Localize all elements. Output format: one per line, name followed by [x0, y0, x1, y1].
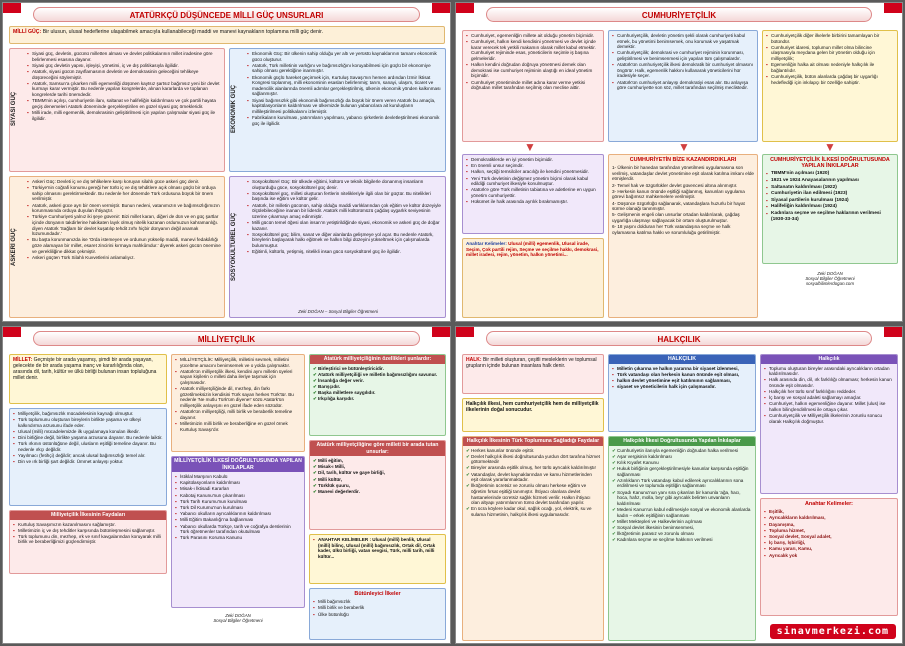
list-item: ▪ Cumhuriyetçilik ve Milliyetçilik ilkelerinin zorunlu sonucu olarak Halkçılık doğmuştur. [764, 413, 894, 424]
list-item: ▪ Atatürk, Samsun'a çıkarken milli egemenliği düşünen kaytsız şartsız bağımsız yeni bir devlet kurmayı karar vermiştir. Bu nedenle yapılan kongrelerde, alınan kararlarda ve toplanan kongrelerde tarihi önemdedir. [27, 81, 221, 98]
list-item: ▪ ANAHTAR KELİMELER : Ulusal (milli) benlik, Ulusal (milli) bilinç, Ulusal (milli) bağımsızlık, Ortak dil, Ortak kader, ülkü birliği, vatan sevgisi, Türk, milli tarih, milli kültür... [313, 537, 442, 559]
list-item: ▪ Yabancı okulların ayrıcalıklarının kaldırılması [175, 511, 301, 517]
halkcilik-inkilaplar-box [608, 436, 756, 641]
list-item: ▪ Atatürk milliyetçiliğinde dil, mezhep, din farkı gözetilmeksizin kendisini Türk sayan herkes Türk'tür. Bu nedenle 'Ne mutlu Türk'üm diyene!' sözü Atatürk'ün milliyetçilik anlayışını en güzel ifade eden sözüdür. [175, 386, 301, 408]
millet-label: MİLLET: [13, 357, 33, 363]
list-item: ✔ Birleştirici ve bütünleştiricidir. [313, 366, 442, 372]
list-item: ▪ Fabrikaların kurulması, yatırımların yapılması, yabancı şirketlerin devletleştirilmesi ekonomik güç ile ilgilidir. [247, 115, 442, 126]
list-item: 4- Düşünce özgürlüğü sağlanarak, vatandaşlara huzurlu bir hayat sürme olanağı tanınmıştır. [612, 200, 745, 212]
list-item: ▪ Cumhuriyet, halkın egemenliğine dayanır. Millet (ulus) ise halkın bilinçlendirilmesi ile ortaya çıkar. [764, 401, 894, 412]
arrow-down-icon: ▼ [524, 140, 536, 154]
list-item: ▪ Atatürk, askeri güce ayrı bir önem vermiştir. Bunun nedeni, vatanımızın ve bağımsızlığımızın korunmasında orduya duyulan ihtiyaçtır. [27, 203, 221, 214]
page-title: MİLLİYETÇİLİK [33, 331, 420, 346]
signature-name: Zeki DOĞAN [225, 613, 251, 618]
inkilaplar-title: CUMHURİYETÇİLİK İLKESİ DOĞRULTUSUNDA YAPILAN İNKILAPLAR [770, 157, 890, 170]
anahtar-kelimeler-list [313, 537, 442, 559]
list-item: ▪ Milletimizin iç ve dış tehditler karşısında bütünleşmesini sağlamıştır. [13, 528, 163, 534]
list-item: ✔ Kadınlara seçme ve seçilme hakkının verilmesi [612, 537, 752, 543]
list-item: ✔ Dil, tarih, kültür ve gaye birliği, [313, 470, 442, 476]
ilkeler-baglanti-list [766, 33, 894, 85]
list-item: ▪ Milli irade, milli egemenlik, demokrasinin gelişitirilmesi için yapılan çalışmalar siyasi güç ile ilgilidir. [27, 110, 221, 121]
watermark-badge: sinavmerkezi.com [770, 624, 896, 639]
list-item: ▪ Ulusal (milli) mücadelemizde ilk uygulamaya konulan ilkedir. [13, 429, 163, 435]
signature [774, 271, 886, 287]
kazanimlar-box [608, 154, 758, 318]
arrow-down-icon: ▼ [824, 140, 836, 154]
list-item: ✔ Türklük şuuru, [313, 483, 442, 489]
butunleyici-title: Bütünleyici İlkeler [354, 591, 401, 597]
milliyetcilik-inkilaplar-box [171, 456, 305, 608]
page-title: HALKÇILIK [486, 331, 872, 346]
list-item: ▪ Siyasi güç, devletin, gücünü milletten alması ve devlet politikalarının millet iradesine göre belirlenmesi esasına dayanır. [27, 51, 221, 62]
list-item: ▪ Yayılmacı (fetihçi) değildir; ancak ulusal bağımsızlığı temel alır. [13, 453, 163, 459]
list-item: ✔ Irkçılığa karşıdır. [313, 396, 442, 402]
list-item: ▪ Milletin çıkarına ve halkın yararına bir siyaset izlenmesi, [612, 366, 752, 372]
siyasi-guc-box [9, 48, 225, 172]
list-item: 5- Gelişmenin engeli olan unsurlar ortadan kaldırılarak, çağdaş uygarlığa ulaşmayı sağlayacak bir ortam oluşturulmuştur. [612, 212, 740, 223]
cumhuriyet-definition-box [462, 30, 604, 142]
milliyetcilik-ozellik-list [13, 411, 163, 465]
list-item: ▪ Atatürk, bir milletin gücünün, sahip olduğu maddi varlıklarından çok eğitim ve kültür düzeyiyle ölçülebileceğine inanan bir liderdir. Atatürk milli kültürümüzü çağdaş uygarlık seviyesinin üzerine çıkarmayı amaç edinmiştir. [247, 203, 442, 220]
halkcilik-tanim-list [612, 366, 752, 390]
cumhuriyetcilik-definition-list [612, 33, 754, 91]
list-item: ✔ Medeni Kanun'un kabul edilmesiyle sosyal ve ekonomik alanlarda kadın – erkek eşitliğinin sağlanması [612, 507, 752, 518]
sosyokulturel-guc-box [229, 176, 446, 318]
list-item: ▪ Türk ırkının üstünlüğüne değil, ulusların eşitliği temeline dayanır. Bu nedenle ırkçı değildir. [13, 441, 163, 452]
list-item: ▪ TBMM'nin açılması (1920) [766, 171, 894, 177]
halkcilik-ozellik-box [760, 354, 898, 494]
list-item: ▪ Türk vatandaşı olan herkesin kanun önünde eşit olması, [612, 372, 752, 378]
corner-bar-left [456, 3, 474, 13]
list-item: ▪ Siyasi güç devletin yapısı, işleyişi, yönetimi, iç ve dış politikasıyla ilgilidir. [27, 63, 221, 69]
page-title: CUMHURİYETÇİLİK [486, 7, 872, 22]
list-item: ▪ Askeri Güç: Devleti iç ve dış tehlikelere karşı koruyan silahlı güce askeri güç denir. [27, 179, 221, 185]
milliyetcilik-tanim-box [171, 354, 305, 452]
inkilaplar-list [766, 171, 894, 223]
list-item: ✔ İlköğretimin ücretsiz ve zorunlu olması herkese eğitim ve öğretim fırsat eşitliği tanımıştır. İhtiyacı olanlara devlet hastanelerinde ücretsiz sağlık hizmeti verilir. Halkın ihtiyacı olan altyapı yatırımlarının tümü devlet tarafından yapılır. [466, 483, 600, 505]
list-item: ▪ Bu başta korunmanızda ise 'Orda istemeyen ve ordunun yükselip maddi, manevi fedakârlığı göze alamayan bir millet, esaret zincirini kırmaya mahkûmdur.' diyerek askeri gücün önemine ve gerekliliğine dikkat çekmiştir. [27, 237, 221, 254]
list-item: ▪ İç barış, İşbirliği, [764, 540, 894, 546]
halkcilik-anahtar-list [764, 509, 894, 558]
list-item: ✔ Başka milletlere saygılıdır. [313, 390, 442, 396]
signature-site: sosyalbilimlerdogan.com [805, 281, 855, 287]
kazanimlar-list [612, 165, 754, 235]
list-item: ▪ Türk toplumunu oluşturan bireylerin birlikte yaşama ve ülkeyi kalkındırma arzusunu ifade eder. [13, 417, 163, 428]
list-item: ▪ Eşitlik, [764, 509, 894, 515]
corner-bar-right [432, 3, 450, 13]
milliyetcilik-inkilaplar-list [175, 474, 301, 541]
siyasi-guc-list [27, 51, 221, 121]
list-item: ▪ Milliyetçilik, bağımsızlık mücadelesinin kaynağı olmuştur. [13, 411, 163, 417]
bir-arada-tutan-box [309, 440, 446, 530]
list-item: ▪ Egemenliğin halka ait olması nedeniyle halkçılık ile bağlantılıdır. [766, 62, 894, 73]
ekonomik-guc-label: EKONOMİK GÜÇ [231, 85, 237, 133]
list-item: ✔ En ücra köylere kadar okul, sağlık ocağı, yol, elektrik, su ve sulama hizmetinin, halkçılık ilkesi uygulamasıdır. [466, 506, 600, 517]
list-item: ▪ Milli birlik ve beraberlik [313, 605, 442, 611]
list-item: ✔ Atatürk milliyetçiliği ve milletin bağımsızlığını savunur. [313, 372, 442, 378]
ekonomik-guc-list [247, 51, 442, 126]
list-item: 6- 18 yaşını dolduran her Türk vatandaşına seçme ve halk oylamasına katılma hakkı ve sorumluluğu getirilmiştir. [612, 224, 731, 235]
halk-definition-box [462, 354, 604, 394]
askeri-guc-box [9, 176, 225, 318]
list-item: ▪ Siyasal partilerin kurulması (1924) [766, 198, 894, 204]
corner-bar-right [432, 327, 450, 337]
list-item: 2- Temel hak ve özgürlükler devlet güvencesi altına alınmıştır. [612, 182, 738, 188]
halkcilik-inkilaplar-title: Halkçılık İlkesi Doğrultusunda Yapılan İnkılaplar [609, 437, 755, 446]
list-item: ▪ Cumhuriyet, egemenliğin millete ait olduğu yönetim biçimidir. [466, 33, 600, 39]
faydalar-box [9, 510, 167, 574]
page-halkcilik [455, 326, 903, 644]
list-item: ▪ Milletimizin milli birlik ve beraberliğine en güzel örnek Kurtuluş Savaşı'dır. [175, 421, 301, 432]
list-item: 1- Ülkenin bir hanedan tarafından yönetilmesi uygulamasına son verilmiş, vatandaşlar devlet yönetimine eşit olarak katılma imkanı elde etmişlerdir. [612, 165, 754, 182]
list-item: ▪ Sosyokültürel güç, milleti oluşturan fertlerin nitelikleriyle ilgili olan bir güçtür. Bu nitelikleri başında ise eğitim ve kültür gelir. [247, 191, 442, 202]
cumhuriyet-ozellikler-box [462, 154, 604, 234]
sosyokulturel-guc-label: SOSYOKÜLTÜREL GÜÇ [231, 212, 237, 282]
faydalar-title: Milliyetçilik İlkesinin Faydaları [10, 511, 166, 520]
list-item: ✔ Sosyal devlet ilkesinin benimsenmesi, [612, 525, 752, 531]
list-item: ▪ Misak-ı İktisadi Kararları [175, 486, 301, 492]
signature [183, 613, 293, 623]
arrow-down-icon: ▼ [678, 140, 690, 154]
list-item: ▪ Yabancı okullarda Türkçe, tarih ve coğrafya derslerinin Türk öğretmenler tarafından okutulması [175, 524, 301, 535]
list-item: ▪ Siyasi bağımsızlık gibi ekonomik bağımsızlığı da büyük bir önem veren Atatürk bu amaçla, kapitülasyonların kaldırılması ve ülkemizde bulunan yabancılara ait kuruluşların millileştirilmesi politikalarını izlemiştir. [247, 98, 442, 115]
list-item: ▪ Eğitimli, kültürlü, yetişmiş, nitelikli insan gücü sosyokültürel güç ile ilgilidir. [247, 249, 442, 255]
halkcilik-tanim-box [608, 354, 756, 432]
list-item: ▪ Atatürk'ün milliyetçiliği, milli birlik ve beraberlik temeline dayanır. [175, 409, 301, 420]
ozellikleri-title: Atatürk milliyetçiliğinin özellikleri şunlardır: [310, 355, 445, 364]
list-item: ✔ Manevi değerlerdir. [313, 489, 442, 495]
list-item: ▪ siyaset ve yöneticilerin halk için çalışmasıdır. [612, 384, 752, 390]
list-item: ✔ Kılık Kıyafet Kanunu [612, 460, 752, 466]
signature: Zeki DOĞAN – Sosyal Bilgiler Öğretmeni [298, 309, 378, 314]
corner-bar-right [884, 3, 902, 13]
list-item: ▪ Ayrıcalıkların kaldırılması, [764, 515, 894, 521]
list-item: ✔ Vatandaşlar, devlet kaynaklarından ve kamu hizmetlerinden eşit olarak yararlanmaktadır. [466, 472, 600, 483]
anahtar-kelimeler-box [309, 534, 446, 584]
list-item: ▪ Atatürk'ün milliyetçilik ilkesi, kendini aynı milletin üyeleri sayan kişilerin o milleti daha ileriye taşımak için çalışmasıdır. [175, 369, 301, 386]
list-item: ▪ Milli Eğitim Bakanlığı'na bağlanması [175, 517, 301, 523]
milliyetcilik-inkilaplar-title: MİLLİYETÇİLİK İLKESİ DOĞRULTUSUNDA YAPILAN İNKILAPLAR [172, 457, 304, 472]
list-item: ▪ Cumhuriyetçilik; demokrasi ve cumhuriyet rejiminin korunması, geliştirilmesi ve benimsenmesi için yapılan tüm çalışmalardır. [612, 50, 754, 61]
definition-label: MİLLİ GÜÇ: [13, 29, 42, 35]
list-item: ✔ Soyadı Kanunu'nun yanı sıra çıkarılan bir kanunla 'ağa, hacı, hoca, hafız, molla, bey' gibi ayrıcalık belirten unvanların kaldırılması [612, 490, 752, 507]
milliyetcilik-ozellikleri-box [309, 354, 446, 436]
ozellikleri-list [313, 366, 442, 403]
list-item: ▪ Saltanatın kaldırılması (1922) [766, 185, 894, 191]
list-item: ▪ Ekonomik Güç: Bir ülkenin sahip olduğu yer altı ve yerüstü kaynaklarının tamamı ekonomik gücü oluşturur. [247, 51, 442, 62]
askeri-guc-label: ASKERİ GÜÇ [11, 228, 17, 266]
list-item: ▪ Kapitülasyonların kaldırılması [175, 480, 301, 486]
page-milli-guc [2, 2, 451, 322]
list-item: ▪ Atatürk, siyasi gücün zayıflamasının devletin ve demokrasinin geleceğini tehlikeye düşüreceğini söylemiştir. [27, 69, 221, 80]
cumhuriyetcilik-definition-box [608, 30, 758, 142]
butunleyici-list [313, 599, 442, 617]
halkcilik-ozellik-title: Halkçılık [761, 355, 897, 364]
cumhuriyet-definition-list [466, 33, 600, 91]
list-item: ▪ İç barışı ve sosyal adaleti sağlamayı amaçlar. [764, 395, 894, 401]
faydalar-list [13, 522, 163, 546]
keywords-text: Ulusal (milli) egemenlik, Ulusal irade, Seçim, Çok partili rejim, Seçme ve seçilme hakkı, demokrasi, millet iradesi, rejim, yönetim, halkın yönetimi... [466, 241, 599, 258]
millet-text: Geçmişte bir arada yaşamış, şimdi bir arada yaşayan, gelecekte de bir arada yaşama inanç ve kararlılığında olan, arasında dil, tarih, kültür ve ülkü birliği bulunan insan topluluğuna millet denir. [13, 357, 157, 381]
page-cumhuriyetcilik [455, 2, 903, 322]
definition-text: Bir ulusun, ulusal hedeflerine ulaşabilmek amacıyla kullanabileceği maddi ve manevi kaynakların toplamına milli güç denir. [42, 29, 323, 35]
list-item: ▪ Ayrıcalık yok [764, 553, 894, 559]
corner-bar-right [884, 327, 902, 337]
halkcilik-sonuc-box [462, 398, 604, 432]
bir-arada-tutan-title: Atatürk milliyetçiliğine göre milleti bir arada tutan unsurlar: [310, 441, 445, 456]
list-item: ▪ Yeni Türk devletinin değişmez yönetim biçimi olarak kabul edildiği cumhuriyet ilkesiyle konulmuştur. [466, 176, 600, 187]
list-item: ✔ Barışçıdır. [313, 384, 442, 390]
halkcilik-faydalar-box [462, 436, 604, 641]
signature-role: Sosyal Bilgiler Öğretmeni [213, 618, 263, 624]
list-item: ✔ Hukuk birliğinin gerçekleştirilmesiyle kanunlar karşısında eşitliğin sağlanması [612, 466, 752, 477]
list-item: ✔ İnsanlığa değer verir. [313, 378, 442, 384]
list-item: ▪ Kurtuluş Savaşımızın kazanılmasını sağlamıştır. [13, 522, 163, 528]
ekonomik-guc-box [229, 48, 446, 172]
list-item: ▪ Ekonomik güçlü hareket geçirmek için, Kurtuluş Savaşı'nın hemen ardından İzmir İktisat Kongresi toplanmış, milli ekonominin esasları belirlenmiş; tarım, sanayi, ulaşım, ticaret ve madencilik alanlarında önemli adımlar gerçekleştirilmiş, ülkenin ekonomik yönden kalkınması sağlanmıştır. [247, 75, 442, 97]
halkcilik-faydalar-list [466, 448, 600, 518]
list-item: ▪ Atatürk'ün cumhuriyet anlayışı demokratiyi esas alır. Bu anlayışa göre cumhuriyette son söz, millet tarafından seçilmiş meclistedir. [612, 80, 754, 91]
list-item: ▪ Türk toplumunu din, mezhep, ırk ve sınıf kavgalarından koruyarak milli birlik ve beraberliğimizi güçlendirmiştir. [13, 534, 163, 545]
list-item: ▪ Sosyokültürel Güç: Bir ülkede eğitimi, kültürü ve teknik bilgilerle donanmış insanların oluşturduğu güce, sosyokültürel güç denir. [247, 179, 442, 190]
list-item: ▪ Cumhuriyetin ilan edilmesi (1923) [766, 191, 894, 197]
list-item: ▪ Cumhuriyet yönetiminde millet adına karar verme yetkisi doğrudan millet tarafından seçilmiş olan meclise aittir. [466, 80, 600, 91]
list-item: ▪ Türk Tarih Kurumu'nun kurulması [175, 499, 301, 505]
page-milliyetcilik [2, 326, 451, 644]
list-item: ▪ 1921 ve 1924 Anayasalarının yapılması [766, 178, 894, 184]
list-item: ▪ Türk Parasını Koruma Kanunu [175, 535, 301, 541]
milliyetcilik-ozellik-box [9, 408, 167, 506]
list-item: ▪ Kabotaj Kanunu'nun çıkarılması [175, 493, 301, 499]
list-item: ▪ Ülke bütünlüğü [313, 612, 442, 618]
siyasi-guc-label: SİYASİ GÜÇ [11, 91, 17, 127]
halkcilik-ozellik-list [764, 366, 894, 425]
list-item: ▪ Halkın, seçtiği temsilciler aracılığı ile kendini yönetmesidir. [466, 169, 600, 175]
list-item: ▪ Atatürk'ün cumhuriyetçilik ilkesi demokratik bir cumhuriyet olmasını öngörür. Halk, egemenlik hakkını kullanarak yöneticilerini hür iradesiyle seçer. [612, 62, 754, 79]
list-item: ✔ Bireyler arasında eşitlik olmuş, her türlü ayrıcalık kaldırılmıştır [466, 465, 600, 471]
millet-definition-box [9, 354, 167, 404]
list-item: ▪ Halk arasında din, dil, ırk farklılığı olmaması; herkesin kanun önünde eşit olmasıdır. [764, 377, 894, 388]
list-item: ✔ Aşar vergisinin kaldırılması [612, 454, 752, 460]
list-item: ▪ MİLLİYETÇİLİK: Milliyetçilik, milletini sevmek, milletini yüceltme amacını benimsemek ve o yolda çalışmaktır. [175, 357, 301, 368]
butunleyici-ilkeler-box [309, 588, 446, 640]
halkcilik-anahtar-title: Anahtar Kelimeler: [805, 501, 853, 507]
list-item: ▪ Türkiye'nin coğrafi konumu gereği her türlü iç ve dış tehditlere açık olması güçlü bir orduya sahip olmasını gerektirmektedir. Bu nedenle her dönemde Türk ordusuna büyük bir önem verilmiştir. [27, 185, 221, 202]
list-item: ▪ Türk Dil Kurumu'nun kurulması [175, 505, 301, 511]
page-title: ATATÜRKÇÜ DÜŞÜNCEDE MİLLİ GÜÇ UNSURLARI [33, 7, 420, 22]
list-item: 3- Herkesin kanun önünde eşitliği sağlanmış, kanunları uygulama görevi bağımsız mahkemelere verilmiştir. [612, 188, 745, 200]
list-item: ▪ Türkiye Cumhuriyeti yalnız iki şeye güvenir: Bizi millet kararı, diğeri de dün ve en güç şartlar içinde dünyanın takdirlerine hakikaten layık olmuş nitelik kazanan ordumuzun kahramanlığı. diyen Atatürk 'Sağlam bir devlet kuşatılıp tehdit zırhı hiçbir dünyanın değil anamak lüzumundadır.' [27, 214, 221, 236]
halk-text: Bir milleti oluşturan, çeşitli mesleklerin ve toplumsal grupların içinde bulunan insanlara halk denir. [466, 357, 597, 369]
list-item: ▪ Milli gücün temel öğesi olan insan'ın yetiştirildiğinde siyasi, ekonomik ve askeri güç de doğar kazanır. [247, 220, 442, 231]
cumhuriyet-ozellikler-list [466, 157, 600, 205]
halk-label: HALK: [466, 357, 482, 363]
milli-guc-definition [9, 26, 445, 44]
list-item: ▪ Halkçılık her türlü sınıf farklılığını reddeder. [764, 389, 894, 395]
list-item: ▪ Atatürk, Türk milletinin varlığını ve bağımsızlığını koruyabilmesi için güçlü bir ekonomiye sahip olması gerektiğine inanmıştır. [247, 63, 442, 74]
kazanimlar-title: CUMHURİYETİN BİZE KAZANDIRDIKLARI [629, 157, 737, 163]
list-item: ▪ Toplumu oluşturan bireyler arasındaki ayrıcalıkların ortadan kaldırılmasıdır. [764, 366, 894, 377]
list-item: ▪ Halifeliğin kaldırılması (1924) [766, 204, 894, 210]
keywords-label: Anahtar Kelimeler: [466, 241, 507, 246]
corner-bar-left [3, 327, 21, 337]
list-item: ▪ Halkın kendini doğrudan doğruya yönetmesi demek olan demokrasi ise cumhuriyet rejiminin ulaştığı en ideal yönetim biçimidir. [466, 62, 600, 79]
list-item: ▪ Kamu yararı, Kamu, [764, 546, 894, 552]
list-item: ✔ Milli kültür, [313, 477, 442, 483]
list-item: ▪ Dini birliğine değil, birlikte yaşama arzusuna dayanır. Bu nedenle laiktir. [13, 435, 163, 441]
halkcilik-faydalar-title: Halkçılık İlkesinin Türk Toplumuna Sağladığı Faydalar [463, 437, 603, 446]
bir-arada-tutan-list [313, 458, 442, 495]
list-item: ✔ İlköğretimin parasız ve zorunlu olması [612, 531, 752, 537]
list-item: ▪ Cumhuriyet, halkın kendi kendisini yönetmesi ve devlet içinde karar verecek tek yetkili makamın olarak millet kabul etmektir. Cumhuriyet rejiminde esas, yöneticilerin seçimle iş başına gelmeleridir. [466, 39, 600, 61]
corner-bar-left [456, 327, 474, 337]
ilkeler-baglanti-box [762, 30, 898, 142]
list-item: ▪ Kadınlara seçme ve seçilme haklarının verilmesi (1930-33-34) [766, 211, 894, 223]
list-item: ✔ Misak-ı Milli, [313, 464, 442, 470]
list-item: ▪ Milli bağımsızlık [313, 599, 442, 605]
list-item: ▪ İstiklal Marşının Kabulü [175, 474, 301, 480]
list-item: ✔ Herkes kanunlar önünde eşittir. [466, 448, 600, 454]
list-item: ▪ Hükümet ile halk arasında ayrılık bırakmamıştır. [466, 199, 600, 205]
signature-name: Zeki DOĞAN [817, 271, 843, 276]
halkcilik-inkilaplar-list [612, 448, 752, 543]
sosyokulturel-guc-list [247, 179, 442, 255]
signature-role: Sosyal Bilgiler Öğretmeni [805, 276, 855, 282]
halkcilik-anahtar-box [760, 498, 898, 616]
list-item: ▪ Askeri güçten Türk Silahlı Kuvvetlerini anlamalıyız. [27, 255, 221, 261]
inkilaplar-box [762, 154, 898, 264]
corner-bar-left [3, 3, 21, 13]
list-item: ▪ Cumhuriyetçilik diğer ilkelerle birbirini tamamlayan bir bütündür. [766, 33, 894, 44]
list-item: ✔ Cumhuriyetin ilanıyla egemenliğin doğrudan halka verilmesi [612, 448, 752, 454]
list-item: ▪ Sosyokültürel güç; bilim, sanat ve diğer alanlarda gelişmeye yol açar. Bu nedenle Atatürk, bireylerin başlayarak halkı eğitmek ve halkın bilgi düzeyini yükseltmek için çalışmalarda bulunmuştur. [247, 232, 442, 249]
milliyetcilik-tanim-list [175, 357, 301, 432]
list-item: ✔ Devlet halkçılık ilkesi doğrultusunda yurdun dört tarafına hizmet götürmektedir [466, 454, 600, 465]
list-item: ▪ TBMM'nin açılışı, cumhuriyetin ilanı, saltanat ve halifeliğin kaldırılması ve çok partili hayata geçiş denemeleri Atatürk döneminde gerçekleştirilen en güzel siyasi güç örnekleridir. [27, 98, 221, 109]
list-item: ✔ Azınlıkların Türk vatandaşı kabul edilerek ayrıcalıklarının sona erdirilmesi ve toplumda eşitliğin sağlanması [612, 478, 752, 489]
list-item: ✔ Milli eğitim, [313, 458, 442, 464]
list-item: ▪ Atatürk'e göre Türk milletinin tabiatına ve adetlerine en uygun yönetim cumhuriyettir. [466, 187, 600, 198]
list-item: ✔ Millet Mektepleri ve Halkevlerinin açılması [612, 519, 752, 525]
list-item: ▪ Cumhuriyetçilik, devletin yönetim şekli olarak cumhuriyeti kabul etmek, bu yönetimi benimsemek, onu korumak ve yaşatmak demektir. [612, 33, 754, 50]
list-item: ▪ Dayanışma, [764, 522, 894, 528]
list-item: ▪ Sosyal devlet, Sosyal adalet, [764, 534, 894, 540]
list-item: ▪ Cumhuriyet idaresi, toplumun millet olma bilincine ulaşmasıyla meydana gelen bir yönetim olduğu için milliyetçilik; [766, 45, 894, 62]
list-item: ▪ En önemli unsur seçimdir. [466, 163, 600, 169]
halkcilik-tanim-title: HALKÇILIK [609, 355, 755, 364]
halkcilik-sonuc-text: Halkçılık ilkesi, hem cumhuriyetçilik hem de milliyetçilik ilkelerinin doğal sonucudur. [466, 401, 599, 413]
anahtar-kelimeler-box [462, 238, 604, 318]
list-item: ▪ Demokratiklerde en iyi yönetim biçimidir. [466, 157, 600, 163]
list-item: ▪ halkın devlet yönetimine eşit katılımının sağlanması, [612, 378, 752, 384]
list-item: ▪ Topluma hizmet, [764, 528, 894, 534]
list-item: ▪ Cumhuriyetçilik, bütün alanlarda çağdaş bir uygarlığı hedeflediği için inkılapçı bir özelliğe sahiptir. [766, 74, 894, 85]
list-item: ▪ Din ve ırk birliği şart değildir. Ümmet anlayışı yoktur. [13, 459, 163, 465]
askeri-guc-list [27, 179, 221, 260]
